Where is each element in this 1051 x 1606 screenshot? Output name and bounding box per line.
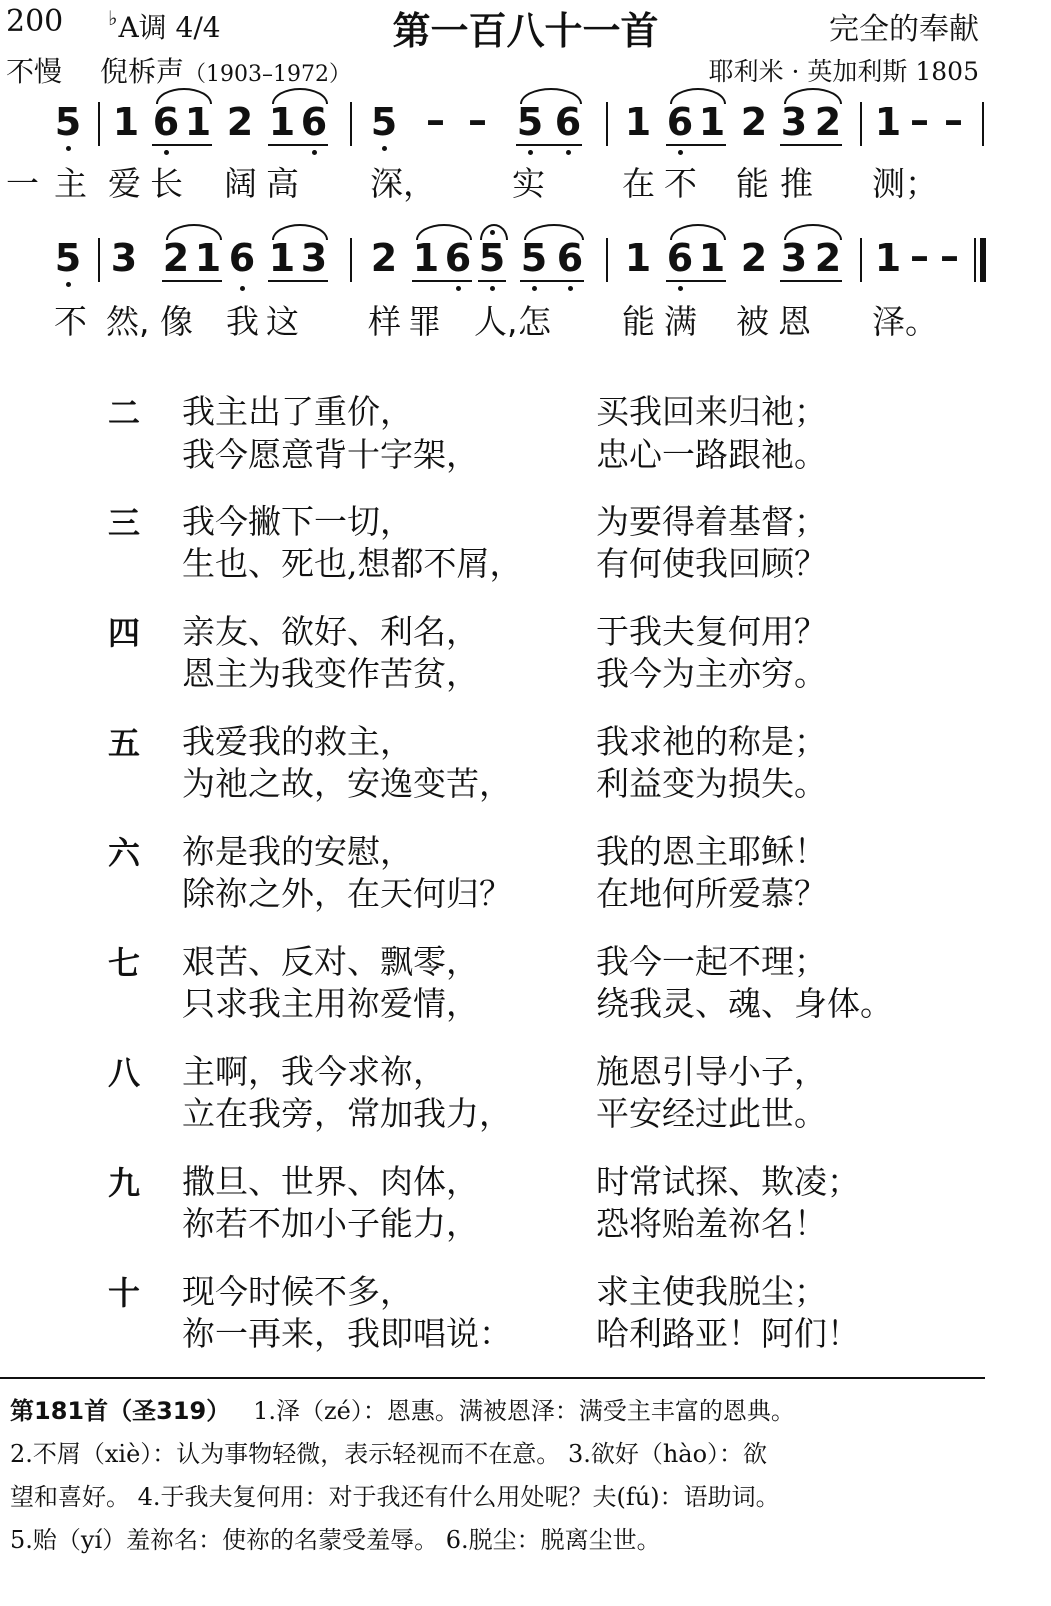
lyric-syllable: 一 — [6, 164, 39, 203]
note: 2 — [740, 100, 768, 144]
verse-line: 哈利路亚！阿们！ — [596, 1314, 860, 1353]
verse-line: 我今撇下一切， — [182, 502, 413, 541]
lyric-syllable: 能 — [736, 164, 769, 203]
verse-line: 撒旦、世界、肉体， — [182, 1162, 479, 1201]
note: 1 — [112, 100, 140, 144]
note: 6 — [666, 236, 694, 280]
composer — [100, 50, 351, 90]
eighth-beam — [412, 280, 472, 282]
hymn-title: 第一百八十一首 — [392, 9, 659, 53]
low-octave-dot — [490, 286, 495, 291]
slur — [272, 224, 328, 240]
note: 1 — [874, 236, 902, 280]
note: 1 — [874, 100, 902, 144]
barline — [98, 102, 100, 146]
note: 3 — [780, 100, 808, 144]
verse-line: 恩主为我变作苦贫， — [182, 654, 479, 693]
verse-number: 九 — [108, 1164, 141, 1202]
verse-line: 生也、死也,想都不屑， — [182, 544, 523, 583]
verse-line: 祢一再来，我即唱说： — [182, 1314, 512, 1353]
footnote-line-1 — [10, 1390, 795, 1433]
footnote-lead: 第181首（圣319） — [10, 1397, 231, 1425]
verse-line: 祢是我的安慰， — [182, 832, 413, 871]
note: 1 — [624, 100, 652, 144]
final-barline-thin — [974, 238, 976, 282]
barline — [606, 102, 608, 146]
note: 6 — [444, 236, 472, 280]
note: 1 — [184, 100, 212, 144]
verse-line: 我今为主亦穷。 — [596, 654, 827, 693]
low-octave-dot — [66, 282, 71, 287]
eighth-beam — [162, 280, 222, 282]
lyric-syllable: 这 — [266, 302, 299, 341]
barline — [350, 238, 352, 282]
lyric-syllable: 怎 — [518, 302, 551, 341]
hold-dash: – — [468, 98, 487, 142]
note: 1 — [624, 236, 652, 280]
low-octave-dot — [528, 150, 533, 155]
low-octave-dot — [312, 150, 317, 155]
lyric-syllable: 人, — [474, 302, 518, 341]
eighth-beam — [780, 280, 842, 282]
verse-line: 艰苦、反对、飘零， — [182, 942, 479, 981]
slur — [520, 88, 582, 104]
lyric-syllable: 罪 — [408, 302, 441, 341]
eighth-beam — [780, 144, 842, 146]
final-barline-thick — [980, 238, 986, 282]
footnote-line-2: 2.不屑（xiè）：认为事物轻微，表示轻视而不在意。 3.欲好（hào）：欲 — [10, 1440, 768, 1468]
verse-number: 十 — [108, 1274, 141, 1312]
note: 1 — [268, 236, 296, 280]
note: 1 — [698, 100, 726, 144]
key-label: A调 4/4 — [118, 11, 221, 44]
hold-dash: – — [910, 234, 929, 278]
verse-line: 我求祂的称是； — [596, 722, 827, 761]
verse-number: 八 — [108, 1054, 141, 1092]
lyric-syllable: 能 — [622, 302, 655, 341]
lyric-syllable: 样 — [368, 302, 401, 341]
footnote-text: 1.泽（zé）：恩惠。满被恩泽：满受主丰富的恩典。 — [253, 1397, 795, 1425]
verse-line: 亲友、欲好、利名， — [182, 612, 479, 651]
verse-line: 在地何所爱慕？ — [596, 874, 827, 913]
barline — [350, 102, 352, 146]
note: 2 — [814, 100, 842, 144]
lyric-syllable: 满 — [664, 302, 697, 341]
note: 6 — [554, 100, 582, 144]
low-octave-dot — [678, 286, 683, 291]
note: 3 — [300, 236, 328, 280]
note: 6 — [228, 236, 256, 280]
verse-number: 五 — [108, 724, 141, 762]
eighth-beam — [152, 144, 212, 146]
verse-line: 我的恩主耶稣！ — [596, 832, 827, 871]
lyric-syllable: 深， — [370, 164, 436, 203]
note: 6 — [300, 100, 328, 144]
composer-years: （1903–1972） — [184, 62, 351, 87]
note: 1 — [412, 236, 440, 280]
verse-number: 二 — [108, 394, 141, 432]
verse-line: 买我回来归祂； — [596, 392, 827, 431]
lyric-syllable: 爱 — [108, 164, 141, 203]
slur — [670, 88, 726, 104]
note: 5 — [54, 236, 82, 280]
lyric-syllable: 像 — [160, 302, 193, 341]
verse-line: 我今一起不理； — [596, 942, 827, 981]
low-octave-dot — [568, 286, 573, 291]
hymn-theme: 完全的奉献 — [829, 12, 979, 47]
verse-line: 有何使我回顾？ — [596, 544, 827, 583]
slur — [166, 224, 222, 240]
barline — [860, 102, 862, 146]
note: 2 — [370, 236, 398, 280]
hold-dash: – — [426, 98, 445, 142]
verse-line: 忠心一路跟祂。 — [596, 435, 827, 474]
note: 2 — [226, 100, 254, 144]
slur — [784, 88, 842, 104]
lyric-syllable: 实 — [512, 164, 545, 203]
note: 6 — [666, 100, 694, 144]
eighth-beam — [478, 280, 506, 282]
barline — [606, 238, 608, 282]
verse-line: 利益变为损失。 — [596, 764, 827, 803]
slur — [524, 224, 584, 240]
note: 1 — [268, 100, 296, 144]
barline — [982, 102, 984, 146]
verse-line: 恐将贻羞祢名！ — [596, 1204, 827, 1243]
lyric-syllable: 测； — [872, 164, 938, 203]
low-octave-dot — [566, 150, 571, 155]
fermata-dot — [490, 230, 495, 235]
note: 6 — [152, 100, 180, 144]
page-number: 200 — [6, 4, 64, 39]
verse-line: 我主出了重价， — [182, 392, 413, 431]
composer-name: 倪柝声 — [100, 55, 185, 88]
eighth-beam — [666, 144, 726, 146]
low-octave-dot — [382, 146, 387, 151]
barline — [98, 238, 100, 282]
verse-line: 只求我主用祢爱情， — [182, 984, 479, 1023]
slur — [670, 224, 726, 240]
note: 2 — [740, 236, 768, 280]
verse-line: 立在我旁，常加我力， — [182, 1094, 512, 1133]
footnote-divider — [0, 1377, 985, 1379]
note: 5 — [478, 236, 506, 280]
low-octave-dot — [678, 150, 683, 155]
lyricist: 耶利米 · 英加利斯 1805 — [708, 57, 979, 86]
note: 2 — [162, 236, 190, 280]
lyric-syllable: 在 — [622, 164, 655, 203]
footnote-line-3: 望和喜好。 4.于我夫复何用：对于我还有什么用处呢？夫(fú)：语助词。 — [10, 1483, 780, 1511]
low-octave-dot — [164, 150, 169, 155]
lyric-syllable: 泽。 — [872, 302, 938, 341]
note: 1 — [698, 236, 726, 280]
hold-dash: – — [910, 98, 929, 142]
verse-line: 现今时候不多， — [182, 1272, 413, 1311]
hold-dash: – — [944, 98, 963, 142]
low-octave-dot — [532, 286, 537, 291]
slur — [272, 88, 328, 104]
lyric-syllable: 然, — [106, 302, 150, 341]
tempo-marking: 不慢 — [6, 55, 63, 88]
note: 5 — [520, 236, 548, 280]
verse-number: 七 — [108, 944, 141, 982]
verse-number: 三 — [108, 504, 141, 542]
eighth-beam — [520, 280, 584, 282]
lyric-syllable: 被 — [736, 302, 769, 341]
verse-line: 求主使我脱尘； — [596, 1272, 827, 1311]
note: 2 — [814, 236, 842, 280]
eighth-beam — [516, 144, 582, 146]
verse-line: 我今愿意背十字架， — [182, 435, 479, 474]
verse-line: 我爱我的救主， — [182, 722, 413, 761]
note: 1 — [194, 236, 222, 280]
eighth-beam — [268, 144, 328, 146]
footnote-line-4: 5.贻（yí）羞祢名：使祢的名蒙受羞辱。 6.脱尘：脱离尘世。 — [10, 1526, 661, 1554]
verse-line: 施恩引导小子， — [596, 1052, 827, 1091]
lyric-syllable: 主 — [54, 164, 87, 203]
note: 3 — [780, 236, 808, 280]
note: 5 — [370, 100, 398, 144]
lyric-syllable: 不 — [54, 302, 87, 341]
verse-line: 平安经过此世。 — [596, 1094, 827, 1133]
verse-line: 除祢之外，在天何归？ — [182, 874, 512, 913]
lyric-syllable: 我 — [226, 302, 259, 341]
verse-line: 于我夫复何用？ — [596, 612, 827, 651]
lyric-syllable: 恩 — [778, 302, 811, 341]
slur — [416, 224, 472, 240]
verse-number: 六 — [108, 834, 141, 872]
verse-line: 为祂之故，安逸变苦， — [182, 764, 512, 803]
lyric-syllable: 推 — [780, 164, 813, 203]
barline — [860, 238, 862, 282]
low-octave-dot — [66, 146, 71, 151]
lyric-syllable: 阔 — [224, 164, 257, 203]
low-octave-dot — [240, 286, 245, 291]
eighth-beam — [268, 280, 328, 282]
lyric-syllable: 长 — [150, 164, 183, 203]
note: 5 — [516, 100, 544, 144]
lyric-syllable: 不 — [664, 164, 697, 203]
verse-line: 为要得着基督； — [596, 502, 827, 541]
note: 5 — [54, 100, 82, 144]
verse-line: 绕我灵、魂、身体。 — [596, 984, 893, 1023]
slur — [784, 224, 842, 240]
note: 6 — [556, 236, 584, 280]
low-octave-dot — [456, 286, 461, 291]
hold-dash: – — [940, 234, 959, 278]
slur — [156, 88, 212, 104]
verse-line: 时常试探、欺凌； — [596, 1162, 860, 1201]
verse-line: 祢若不加小子能力， — [182, 1204, 479, 1243]
eighth-beam — [666, 280, 726, 282]
note: 3 — [110, 236, 138, 280]
verse-number: 四 — [108, 614, 141, 652]
verse-line: 主啊，我今求祢， — [182, 1052, 446, 1091]
flat-sign: ♭ — [108, 6, 118, 30]
lyric-syllable: 高 — [266, 164, 299, 203]
